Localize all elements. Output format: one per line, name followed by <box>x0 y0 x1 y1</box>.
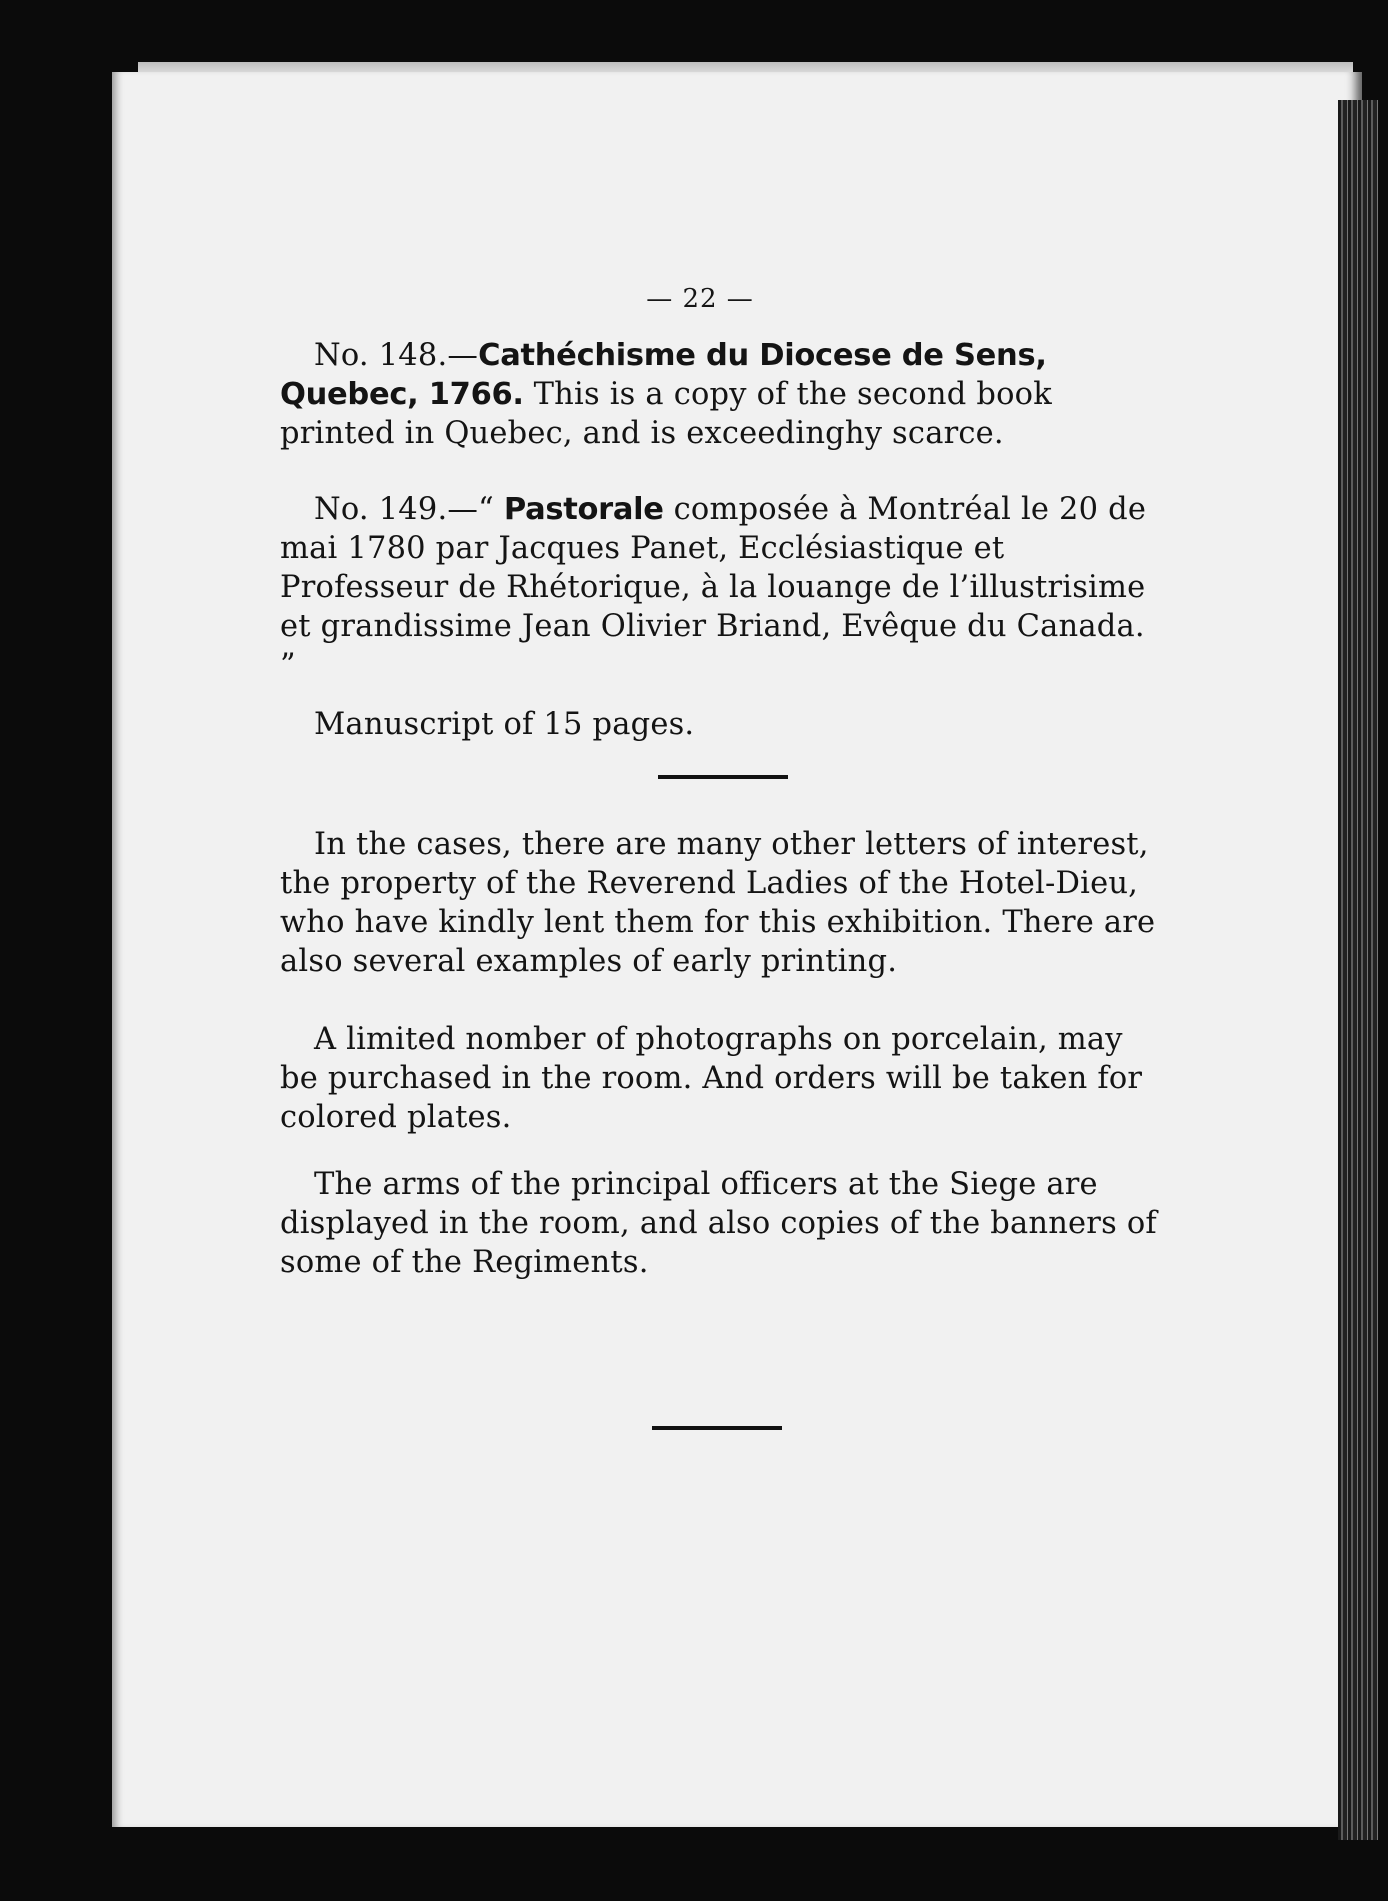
entry-number: No. 148.— <box>314 338 479 373</box>
entry-149 <box>280 490 1165 744</box>
entry-title: Pastorale <box>503 492 664 527</box>
closing-divider <box>652 1426 782 1430</box>
entry-number: No. 149.—“ <box>314 492 494 527</box>
section-divider <box>658 775 788 779</box>
entry-text: This is a copy of the second book printed in Quebec, and is exceedinghy scarce. <box>280 377 1052 451</box>
paragraph-cases: In the cases, there are many other letters of interest, the property of the Reverend Ladies of the Hotel-Dieu, who have kindly lent them for this exhibition. There are also several examples of early printing. <box>280 827 1156 979</box>
book-spine-edge <box>1338 100 1378 1840</box>
paragraph-photographs: A limited nomber of photographs on porcelain, may be purchased in the room. And orders will be taken for colored plates. <box>280 1022 1143 1135</box>
entry-title: Cathéchisme du Diocese de Sens, Quebec, 1766. <box>280 338 1047 412</box>
entry-note: Manuscript of 15 pages. <box>314 707 695 742</box>
entry-text: composée à Montréal le 20 de mai 1780 par Jacques Panet, Ecclésiastique et Professeur de Rhétorique, à la louange de l’illustrisime et grandissime Jean Olivier Briand, Evêque du Canada. ” <box>280 492 1147 683</box>
entry-148 <box>280 336 1165 453</box>
paragraph-arms: The arms of the principal officers at the Siege are displayed in the room, and also copies of the banners of some of the Regiments. <box>280 1167 1157 1280</box>
page-number: — 22 — <box>646 284 754 314</box>
